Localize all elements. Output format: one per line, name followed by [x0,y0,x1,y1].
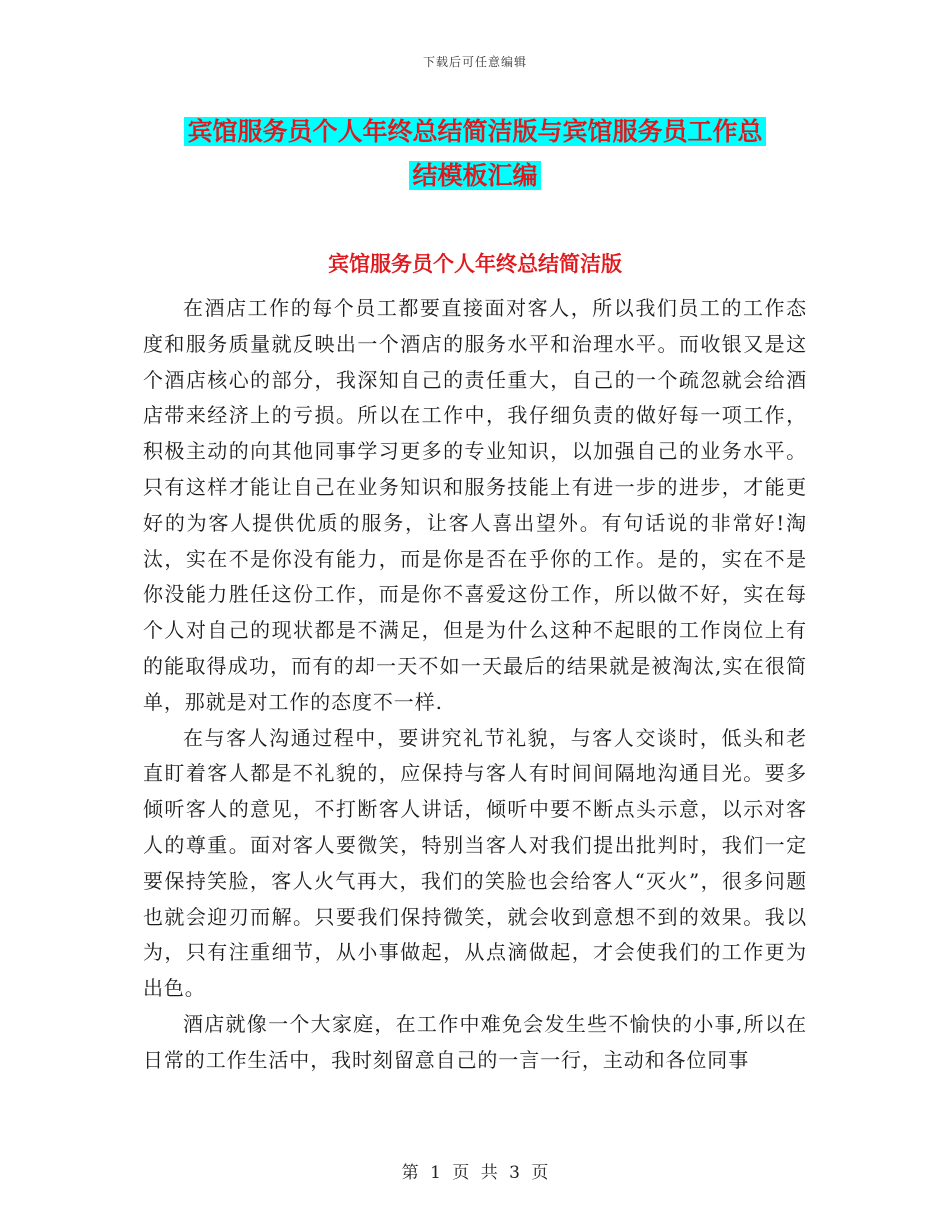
paragraph-1: 在酒店工作的每个员工都要直接面对客人，所以我们员工的工作态度和服务质量就反映出一个酒店的服务水平和治理水平。而收银又是这个酒店核心的部分，我深知自己的责任重大，自己的一个疏忽就会给酒店带来经济上的亏损。所以在工作中，我仔细负责的做好每一项工作，积极主动的向其他同事学习更多的专业知识，以加强自己的业务水平。只有这样才能让自己在业务知识和服务技能上有进一步的进步，才能更好的为客人提供优质的服务，让客人喜出望外。有句话说的非常好!淘汰，实在不是你没有能力，而是你是否在乎你的工作。是的，实在不是你没能力胜任这份工作，而是你不喜爱这份工作，所以做不好，实在每个人对自己的现状都是不满足，但是为什么这种不起眼的工作岗位上有的能取得成功，而有的却一天不如一天最后的结果就是被淘汰,实在很简单，那就是对工作的态度不一样. [143,296,807,714]
document-title [0,110,950,198]
header-note: 下载后可任意编辑 [422,55,527,69]
title-line-1: 宾馆服务员个人年终总结简洁版与宾馆服务员工作总 [184,117,765,146]
section-title: 宾馆服务员个人年终总结简洁版 [328,252,622,276]
paragraph-2: 在与客人沟通过程中，要讲究礼节礼貌，与客人交谈时，低头和老直盯着客人都是不礼貌的，应保持与客人有时间间隔地沟通目光。要多倾听客人的意见，不打断客人讲话，倾听中要不断点头示意，以示对客人的尊重。面对客人要微笑，特别当客人对我们提出批判时，我们一定要保持笑脸，客人火气再大，我们的笑脸也会给客人“灭火”，很多问题也就会迎刃而解。只要我们保持微笑，就会收到意想不到的效果。我以为，只有注重细节，从小事做起，从点滴做起，才会使我们的工作更为出色。 [143,725,807,1001]
body-text [143,291,807,1079]
title-line-2: 结模板汇编 [409,161,540,190]
paragraph-3: 酒店就像一个大家庭，在工作中难免会发生些不愉快的小事,所以在日常的工作生活中，我时刻留意自己的一言一行，主动和各位同事 [143,1011,807,1072]
page-number: 第 1 页 共 3 页 [401,1163,549,1183]
